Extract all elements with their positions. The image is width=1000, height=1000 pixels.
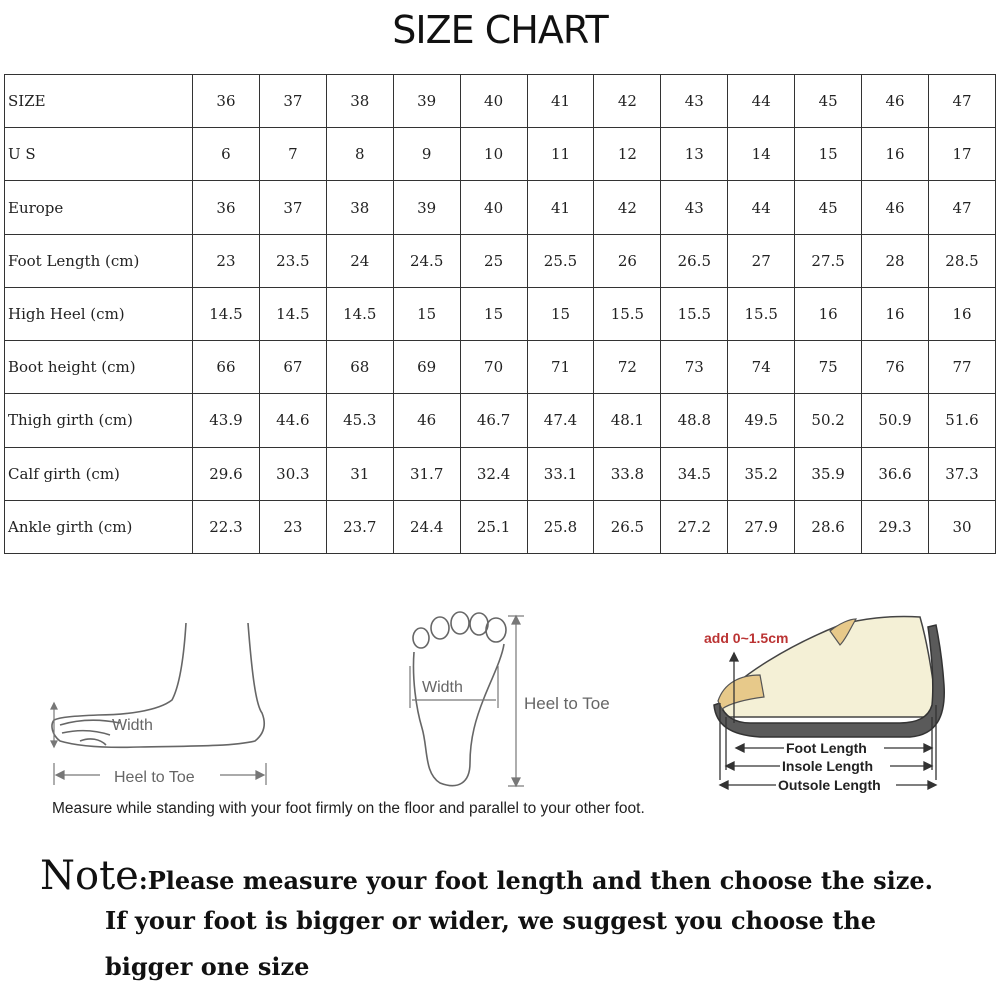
note-word: Note [40,853,139,899]
table-cell: 42 [594,75,661,128]
table-cell: 74 [728,341,795,394]
table-cell: 14 [728,128,795,181]
table-cell: 45 [795,181,862,234]
table-cell: 26.5 [594,500,661,553]
table-cell: 36 [193,75,260,128]
table-cell: 25.8 [527,500,594,553]
table-cell: 16 [862,287,929,340]
table-cell: 9 [393,128,460,181]
table-cell: 25.1 [460,500,527,553]
table-cell: 32.4 [460,447,527,500]
shoe-insole-length-label: Insole Length [782,758,873,774]
table-cell: 31.7 [393,447,460,500]
table-cell: 35.2 [728,447,795,500]
table-cell: 45.3 [326,394,393,447]
table-cell: 23 [259,500,326,553]
table-cell: 34.5 [661,447,728,500]
table-cell: 43.9 [193,394,260,447]
table-cell: 26 [594,234,661,287]
table-cell: 27.2 [661,500,728,553]
note-line-3: bigger one size [105,952,310,981]
sole-length-arrow [508,616,524,786]
table-cell: 16 [928,287,995,340]
table-cell: 47 [928,181,995,234]
row-label: Foot Length (cm) [5,234,193,287]
size-chart-body [5,75,996,554]
table-cell: 69 [393,341,460,394]
table-cell: 43 [661,75,728,128]
table-cell: 40 [460,75,527,128]
table-cell: 23 [193,234,260,287]
row-label: Ankle girth (cm) [5,500,193,553]
table-cell: 51.6 [928,394,995,447]
table-cell: 66 [193,341,260,394]
table-cell: 15 [393,287,460,340]
table-cell: 67 [259,341,326,394]
table-cell: 39 [393,181,460,234]
table-cell: 23.5 [259,234,326,287]
table-cell: 14.5 [193,287,260,340]
table-cell: 30 [928,500,995,553]
sole-foot-diagram [400,608,640,793]
table-row [5,234,996,287]
table-row [5,287,996,340]
table-cell: 44 [728,181,795,234]
table-cell: 50.9 [862,394,929,447]
table-cell: 28.6 [795,500,862,553]
table-cell: 14.5 [259,287,326,340]
table-row [5,128,996,181]
row-label: Europe [5,181,193,234]
table-cell: 72 [594,341,661,394]
table-cell: 46 [862,75,929,128]
table-cell: 48.1 [594,394,661,447]
table-cell: 17 [928,128,995,181]
table-cell: 46 [862,181,929,234]
row-label: U S [5,128,193,181]
table-cell: 41 [527,75,594,128]
table-cell: 15.5 [594,287,661,340]
side-foot-diagram [40,615,280,795]
table-cell: 33.8 [594,447,661,500]
table-row [5,394,996,447]
table-cell: 31 [326,447,393,500]
side-foot-outline [52,623,264,747]
table-cell: 42 [594,181,661,234]
table-cell: 38 [326,181,393,234]
table-cell: 24.5 [393,234,460,287]
table-cell: 44 [728,75,795,128]
shoe-outsole-length-label: Outsole Length [778,777,881,793]
table-cell: 27.9 [728,500,795,553]
table-cell: 49.5 [728,394,795,447]
table-cell: 47.4 [527,394,594,447]
table-cell: 36.6 [862,447,929,500]
sole-foot-outline [413,612,506,786]
shoe-section-diagram [700,605,955,795]
table-cell: 33.1 [527,447,594,500]
table-cell: 8 [326,128,393,181]
table-cell: 15 [795,128,862,181]
shoe-add-label: add 0~1.5cm [704,630,789,646]
table-cell: 15.5 [661,287,728,340]
table-cell: 28 [862,234,929,287]
page-title: SIZE CHART [392,8,608,52]
table-cell: 44.6 [259,394,326,447]
row-label: Thigh girth (cm) [5,394,193,447]
table-cell: 37.3 [928,447,995,500]
table-cell: 12 [594,128,661,181]
table-cell: 46.7 [460,394,527,447]
table-cell: 39 [393,75,460,128]
table-cell: 29.3 [862,500,929,553]
table-cell: 71 [527,341,594,394]
table-cell: 50.2 [795,394,862,447]
table-cell: 40 [460,181,527,234]
table-row [5,500,996,553]
row-label: Calf girth (cm) [5,447,193,500]
side-length-label: Heel to Toe [114,769,195,786]
table-row [5,181,996,234]
table-cell: 43 [661,181,728,234]
table-cell: 24 [326,234,393,287]
table-cell: 68 [326,341,393,394]
table-cell: 29.6 [193,447,260,500]
table-cell: 37 [259,181,326,234]
table-cell: 7 [259,128,326,181]
table-cell: 38 [326,75,393,128]
table-cell: 76 [862,341,929,394]
note-text-1: :Please measure your foot length and then choose the size. [138,866,933,895]
table-cell: 28.5 [928,234,995,287]
table-cell: 27 [728,234,795,287]
table-cell: 26.5 [661,234,728,287]
table-cell: 70 [460,341,527,394]
side-width-label: Width [112,717,153,734]
table-cell: 24.4 [393,500,460,553]
table-row [5,75,996,128]
note-line-1 [40,853,933,899]
table-cell: 47 [928,75,995,128]
table-row [5,447,996,500]
table-cell: 45 [795,75,862,128]
table-cell: 36 [193,181,260,234]
table-cell: 25.5 [527,234,594,287]
table-cell: 16 [795,287,862,340]
table-cell: 15.5 [728,287,795,340]
table-cell: 30.3 [259,447,326,500]
table-cell: 27.5 [795,234,862,287]
table-cell: 46 [393,394,460,447]
table-cell: 35.9 [795,447,862,500]
table-cell: 22.3 [193,500,260,553]
table-row [5,341,996,394]
table-cell: 23.7 [326,500,393,553]
shoe-foot-length-label: Foot Length [786,740,867,756]
table-cell: 14.5 [326,287,393,340]
table-cell: 11 [527,128,594,181]
table-cell: 15 [460,287,527,340]
row-label: High Heel (cm) [5,287,193,340]
row-label: Boot height (cm) [5,341,193,394]
table-cell: 77 [928,341,995,394]
table-cell: 25 [460,234,527,287]
table-cell: 73 [661,341,728,394]
size-chart-table [4,74,996,554]
sole-width-label: Width [422,679,463,696]
table-cell: 41 [527,181,594,234]
table-cell: 10 [460,128,527,181]
table-cell: 75 [795,341,862,394]
table-cell: 6 [193,128,260,181]
note-line-2: If your foot is bigger or wider, we suggest you choose the [105,906,877,935]
measure-hint: Measure while standing with your foot firmly on the floor and parallel to your other foot. [52,800,645,817]
sole-length-label: Heel to Toe [524,694,610,713]
table-cell: 48.8 [661,394,728,447]
table-cell: 16 [862,128,929,181]
table-cell: 13 [661,128,728,181]
table-cell: 37 [259,75,326,128]
row-label: SIZE [5,75,193,128]
table-cell: 15 [527,287,594,340]
